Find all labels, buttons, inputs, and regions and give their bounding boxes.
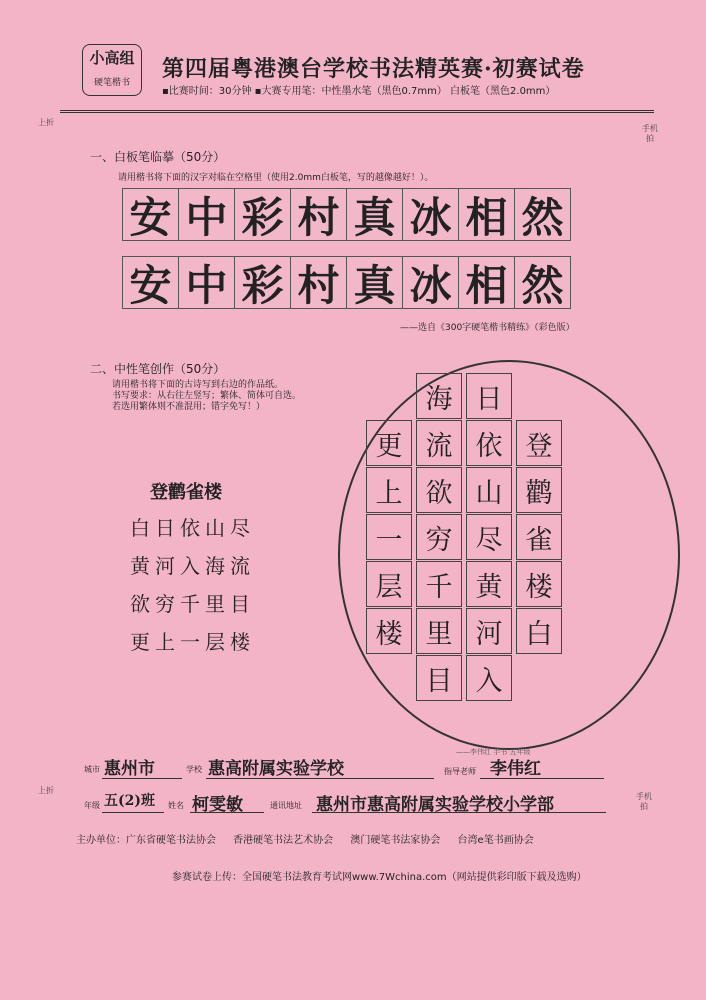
model-cell [402,188,459,241]
copy-char: 冰 [409,260,452,310]
address-underline [312,812,606,813]
grade-underline [102,812,164,813]
address-value: 惠州市惠高附属实验学校小学部 [316,795,554,815]
grid-char: 流 [416,420,462,466]
grid-char: 河 [466,608,512,654]
grid-char: 千 [416,561,462,607]
model-character-row [122,188,570,241]
grid-char: 登 [516,420,562,466]
signature-note: ——李伟红 手书 五年级 [456,748,531,756]
school-value: 惠高附属实验学校 [208,759,344,779]
grid-char: 里 [416,608,462,654]
grid-char: 穷 [416,514,462,560]
address-label: 通讯地址 [270,801,302,810]
copy-char: 彩 [241,260,284,310]
model-cell [178,188,235,241]
source-note: ——选自《300字硬笔楷书精练》（彩色版） [400,323,575,333]
grid-char: 白 [516,608,562,654]
city-value: 惠州市 [104,759,155,779]
grid-char: 黄 [466,561,512,607]
grid-char: 雀 [516,514,562,560]
copy-char: 安 [129,260,172,310]
copy-char: 然 [521,260,564,310]
model-char: 彩 [241,192,284,242]
left-fold-mark-bottom: 上折 [38,786,54,795]
model-cell [346,188,403,241]
grade-label: 年级 [84,801,100,810]
copy-cell [458,256,515,309]
copy-cell [346,256,403,309]
grid-char: 日 [466,373,512,419]
city-underline [102,778,182,779]
grid-char: 楼 [366,608,412,654]
model-char: 安 [129,192,172,242]
copy-char: 真 [353,260,396,310]
grid-char: 山 [466,467,512,513]
copy-cell [178,256,235,309]
grid-char: 尽 [466,514,512,560]
grid-char: 上 [366,467,412,513]
copy-cell [514,256,571,309]
copy-char: 村 [297,260,340,310]
section1-instruction: 请用楷书将下面的汉字对临在空格里（使用2.0mm白板笔，写的越像越好！）。 [118,173,434,183]
copy-char: 相 [465,260,508,310]
model-char: 冰 [409,192,452,242]
grid-char: 更 [366,420,412,466]
section1-heading: 一、白板笔临摹（50分） [90,150,226,164]
model-cell [122,188,179,241]
grid-char: 层 [366,561,412,607]
poem-line: 欲穷千里目 [130,592,255,616]
name-label: 姓名 [168,801,184,810]
grid-char: 依 [466,420,512,466]
school-underline [206,778,434,779]
city-label: 城市 [84,765,100,774]
teacher-value: 李伟红 [490,759,541,779]
poem-line: 黄河入海流 [130,554,255,578]
name-value: 柯雯敏 [192,795,243,815]
right-photo-mark-bottom: 手机拍 [636,792,652,811]
handwritten-character-row [122,256,570,309]
grid-char: 目 [416,655,462,701]
badge-style: 硬笔楷书 [93,78,130,88]
group-badge [82,44,142,96]
section2-instruction [112,380,301,413]
copy-cell [290,256,347,309]
badge-group: 小高组 [89,49,135,67]
name-underline [190,812,264,813]
grid-char: 楼 [516,561,562,607]
model-char: 然 [521,192,564,242]
grid-char: 海 [416,373,462,419]
copy-char: 中 [185,260,228,310]
model-cell [290,188,347,241]
teacher-label: 指导老师 [444,767,476,776]
section2-heading: 二、中性笔创作（50分） [90,362,226,376]
copy-cell [402,256,459,309]
model-char: 中 [185,192,228,242]
poem-line: 白日依山尽 [130,516,255,540]
model-char: 村 [297,192,340,242]
instruction-line: 若选用繁体则不准混用；错字免写！） [112,402,266,412]
model-cell [514,188,571,241]
school-label: 学校 [186,765,202,774]
model-cell [234,188,291,241]
copy-cell [122,256,179,309]
organizers-line: 主办单位：广东省硬笔书法协会 香港硬笔书法艺术协会 澳门硬笔书法家协会 台湾e笔书画协会 [76,835,534,846]
model-cell [458,188,515,241]
grid-char: 入 [466,655,512,701]
teacher-underline [480,778,604,779]
instruction-line: 请用楷书将下面的古诗写到右边的作品纸。 [112,380,284,390]
header-divider [60,110,654,113]
poem-line: 更上一层楼 [130,630,255,654]
grid-char: 欲 [416,467,462,513]
poem-title: 登鹳雀楼 [150,482,222,503]
upload-notice: 参赛试卷上传：全国硬笔书法教育考试网www.7Wchina.com（网站提供彩印版下载及选购） [172,872,587,883]
page-title: 第四届粤港澳台学校书法精英赛·初赛试卷 [162,56,585,82]
model-char: 相 [465,192,508,242]
right-photo-mark-top: 手机拍 [642,124,658,143]
grid-char: 一 [366,514,412,560]
model-char: 真 [353,192,396,242]
grade-value: 五(2)班 [104,793,155,809]
page-subtitle: ▪比赛时间：30分钟 ▪大赛专用笔：中性墨水笔（黑色0.7mm） 白板笔（黑色2.0mm） [162,86,556,97]
left-fold-mark-top: 上折 [38,118,54,127]
grid-char: 鹳 [516,467,562,513]
copy-cell [234,256,291,309]
instruction-line: 书写要求：从右往左竖写；繁体、简体可自选。 [112,391,302,401]
